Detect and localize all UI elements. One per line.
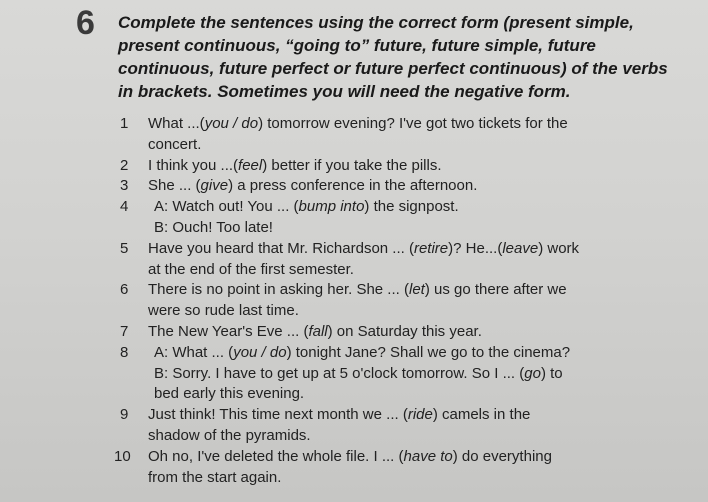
item-number: 3 xyxy=(120,177,129,195)
item-text-continued: B: Sorry. I have to get up at 5 o'clock tomorrow. So I ... (go) to xyxy=(154,364,563,382)
item-text-continued: concert. xyxy=(148,135,202,153)
item-text-continued: bed early this evening. xyxy=(154,385,305,403)
item-text-continued: were so rude last time. xyxy=(148,302,299,320)
item-text: She ... (give) a press conference in the afternoon. xyxy=(148,177,478,195)
verb-hint: retire xyxy=(413,239,449,257)
exercise-instructions: Complete the sentences using the correct form (present simple, present continuous, “going to” future, future simple, future continuous, future perfect or future perfect continuous) of the verbs in brackets. Sometimes you will need the negative form. xyxy=(118,13,668,101)
item-number: 7 xyxy=(120,322,129,340)
item-text: What ...(you / do) tomorrow evening? I've got two tickets for the xyxy=(148,115,568,132)
item-text: The New Year's Eve ... (fall) on Saturday this year. xyxy=(148,322,482,340)
verb-hint: let xyxy=(408,281,425,299)
item-text: There is no point in asking her. She ... (let) us go there after we xyxy=(148,281,567,299)
verb-hint: leave xyxy=(502,239,539,257)
verb-hint: go xyxy=(524,364,541,382)
exercise-item xyxy=(112,197,672,239)
verb-hint: fall xyxy=(308,322,328,340)
exercise-number: 6 xyxy=(76,4,95,42)
exercise-item xyxy=(112,405,672,447)
verb-hint: give xyxy=(200,177,229,195)
exercise-item xyxy=(112,156,672,177)
item-text: A: What ... (you / do) tonight Jane? Shall we go to the cinema? xyxy=(154,343,571,361)
item-text: I think you ...(feel) better if you take the pills. xyxy=(148,156,442,174)
item-text-continued: from the start again. xyxy=(148,468,282,486)
item-text-continued: B: Ouch! Too late! xyxy=(154,218,273,236)
item-number: 2 xyxy=(120,156,129,174)
exercise-item xyxy=(112,114,672,156)
item-number: 8 xyxy=(120,343,129,361)
exercise-item xyxy=(112,239,672,281)
verb-hint: feel xyxy=(238,156,263,174)
verb-hint: bump into xyxy=(298,198,365,216)
exercise-item xyxy=(112,447,672,489)
verb-hint: you / do xyxy=(204,115,259,132)
item-text: Have you heard that Mr. Richardson ... (retire)? He...(leave) work xyxy=(148,239,580,257)
exercise-item xyxy=(112,322,672,343)
item-number: 5 xyxy=(120,239,129,257)
item-text: Oh no, I've deleted the whole file. I ... (have to) do everything xyxy=(148,447,552,465)
item-number: 10 xyxy=(114,447,131,465)
item-number: 1 xyxy=(120,115,129,132)
exercise-item xyxy=(112,343,672,405)
item-number: 6 xyxy=(120,281,129,299)
item-text-continued: at the end of the first semester. xyxy=(148,260,354,278)
exercise-items xyxy=(112,114,672,488)
verb-hint: ride xyxy=(407,406,433,424)
item-text-continued: shadow of the pyramids. xyxy=(148,426,311,444)
exercise-item xyxy=(112,280,672,322)
item-text: Just think! This time next month we ... (ride) camels in the xyxy=(148,406,531,424)
item-text: A: Watch out! You ... (bump into) the signpost. xyxy=(154,198,459,216)
verb-hint: you / do xyxy=(233,343,287,361)
verb-hint: have to xyxy=(403,447,453,465)
exercise-item xyxy=(112,176,672,197)
item-number: 9 xyxy=(120,406,129,424)
item-number: 4 xyxy=(120,198,129,216)
